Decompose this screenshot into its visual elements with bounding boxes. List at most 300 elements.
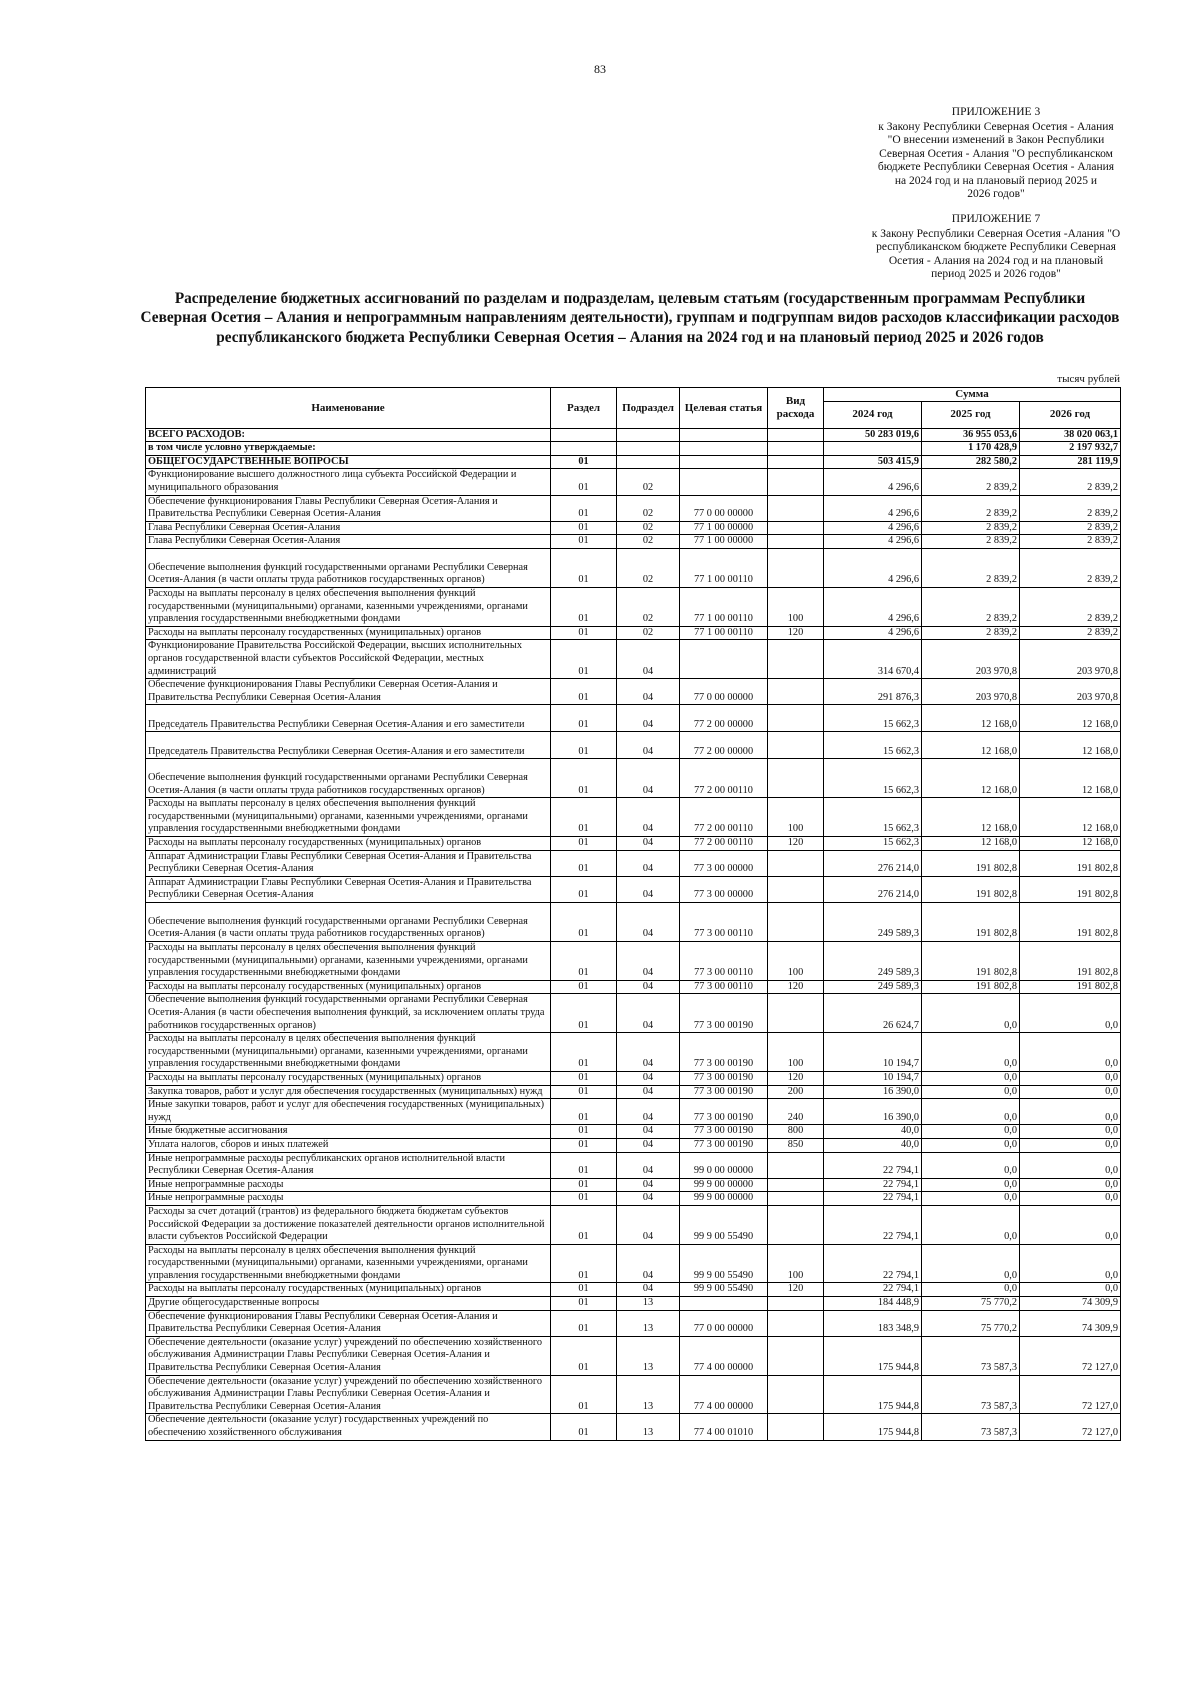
cell-target: 99 9 00 55490 — [680, 1205, 768, 1244]
cell-kind — [768, 705, 824, 732]
cell-2026: 0,0 — [1020, 1192, 1121, 1206]
cell-target: 99 9 00 55490 — [680, 1283, 768, 1297]
cell-section: 01 — [551, 903, 617, 942]
cell-2026: 74 309,9 — [1020, 1310, 1121, 1336]
cell-target: 77 2 00 00110 — [680, 798, 768, 837]
cell-name: Председатель Правительства Республики Северная Осетия-Алания и его заместители — [146, 732, 551, 759]
cell-section: 01 — [551, 1099, 617, 1125]
cell-target — [680, 1297, 768, 1311]
cell-section: 01 — [551, 1178, 617, 1192]
table-header-row — [146, 388, 1121, 402]
cell-kind — [768, 1192, 824, 1206]
cell-name: Уплата налогов, сборов и иных платежей — [146, 1138, 551, 1152]
table-row — [146, 1310, 1121, 1336]
table-row — [146, 495, 1121, 521]
cell-kind — [768, 994, 824, 1033]
table-row — [146, 587, 1121, 626]
table-row — [146, 442, 1121, 456]
header-kind: Вид расхода — [768, 388, 824, 429]
cell-target — [680, 469, 768, 495]
table-row — [146, 1178, 1121, 1192]
cell-2026: 38 020 063,1 — [1020, 428, 1121, 442]
table-row — [146, 455, 1121, 469]
cell-2025: 203 970,8 — [922, 640, 1020, 679]
cell-target: 77 3 00 00190 — [680, 1033, 768, 1072]
cell-target: 99 9 00 55490 — [680, 1244, 768, 1283]
appendix-7-text: к Закону Республики Северная Осетия -Алания "О республиканском бюджете Республики Северная Осетия - Алания на 2024 год и на плановый период 2025 и 2026 годов" — [871, 227, 1121, 280]
cell-kind — [768, 1178, 824, 1192]
cell-2024: 249 589,3 — [824, 942, 922, 981]
cell-section: 01 — [551, 1375, 617, 1414]
cell-2026: 191 802,8 — [1020, 980, 1121, 994]
cell-2026: 191 802,8 — [1020, 876, 1121, 902]
cell-kind — [768, 455, 824, 469]
cell-name: ОБЩЕГОСУДАРСТВЕННЫЕ ВОПРОСЫ — [146, 455, 551, 469]
cell-name: Расходы на выплаты персоналу в целях обеспечения выполнения функций государственными (муниципальными) органами, казенными учреждениями, органами управления государственными внебюджетными фондами — [146, 942, 551, 981]
cell-subsection: 04 — [617, 1244, 680, 1283]
cell-2026: 2 839,2 — [1020, 521, 1121, 535]
cell-name: Иные закупки товаров, работ и услуг для обеспечения государственных (муниципальных) нужд — [146, 1099, 551, 1125]
cell-target: 77 1 00 00110 — [680, 626, 768, 640]
cell-subsection: 13 — [617, 1336, 680, 1375]
cell-target: 77 3 00 00190 — [680, 1138, 768, 1152]
cell-2024: 22 794,1 — [824, 1152, 922, 1178]
cell-target: 77 3 00 00190 — [680, 1071, 768, 1085]
cell-section: 01 — [551, 759, 617, 798]
cell-2024: 291 876,3 — [824, 679, 922, 705]
cell-2024: 175 944,8 — [824, 1375, 922, 1414]
cell-target: 77 1 00 00110 — [680, 587, 768, 626]
table-row — [146, 1192, 1121, 1206]
cell-2024: 314 670,4 — [824, 640, 922, 679]
cell-2026: 12 168,0 — [1020, 837, 1121, 851]
cell-2024: 249 589,3 — [824, 980, 922, 994]
cell-section: 01 — [551, 469, 617, 495]
cell-2024: 22 794,1 — [824, 1192, 922, 1206]
cell-target: 77 1 00 00000 — [680, 521, 768, 535]
table-row — [146, 469, 1121, 495]
cell-2025: 12 168,0 — [922, 759, 1020, 798]
cell-kind — [768, 1152, 824, 1178]
cell-section: 01 — [551, 495, 617, 521]
cell-2025: 0,0 — [922, 1283, 1020, 1297]
cell-section: 01 — [551, 1192, 617, 1206]
cell-subsection: 02 — [617, 548, 680, 587]
cell-2025: 12 168,0 — [922, 732, 1020, 759]
cell-2026: 0,0 — [1020, 1178, 1121, 1192]
table-row — [146, 428, 1121, 442]
cell-name: Закупка товаров, работ и услуг для обеспечения государственных (муниципальных) нужд — [146, 1085, 551, 1099]
cell-2026: 0,0 — [1020, 1033, 1121, 1072]
cell-section: 01 — [551, 876, 617, 902]
cell-name: Иные непрограммные расходы — [146, 1178, 551, 1192]
cell-name: Обеспечение выполнения функций государственными органами Республики Северная Осетия-Алания (в части оплаты труда работников государственных органов) — [146, 903, 551, 942]
cell-2024: 50 283 019,6 — [824, 428, 922, 442]
cell-2026: 203 970,8 — [1020, 679, 1121, 705]
cell-section: 01 — [551, 1085, 617, 1099]
table-row — [146, 732, 1121, 759]
cell-2026: 0,0 — [1020, 1283, 1121, 1297]
cell-2025: 73 587,3 — [922, 1336, 1020, 1375]
cell-subsection: 04 — [617, 732, 680, 759]
cell-name: Другие общегосударственные вопросы — [146, 1297, 551, 1311]
cell-subsection: 04 — [617, 942, 680, 981]
cell-kind: 100 — [768, 798, 824, 837]
table-row — [146, 1125, 1121, 1139]
cell-section: 01 — [551, 994, 617, 1033]
cell-target: 77 2 00 00110 — [680, 759, 768, 798]
cell-2025: 203 970,8 — [922, 679, 1020, 705]
cell-section: 01 — [551, 587, 617, 626]
cell-section: 01 — [551, 1205, 617, 1244]
header-section: Раздел — [551, 388, 617, 429]
cell-subsection: 04 — [617, 994, 680, 1033]
cell-2024: 175 944,8 — [824, 1414, 922, 1440]
cell-section: 01 — [551, 1152, 617, 1178]
cell-name: в том числе условно утверждаемые: — [146, 442, 551, 456]
cell-2025: 75 770,2 — [922, 1297, 1020, 1311]
cell-target — [680, 455, 768, 469]
cell-subsection: 04 — [617, 1283, 680, 1297]
cell-target: 99 9 00 00000 — [680, 1192, 768, 1206]
cell-2025: 0,0 — [922, 1099, 1020, 1125]
cell-kind: 100 — [768, 587, 824, 626]
cell-kind — [768, 640, 824, 679]
cell-subsection: 04 — [617, 850, 680, 876]
appendix-7-block — [862, 213, 1130, 282]
header-2026: 2026 год — [1020, 401, 1121, 428]
cell-section — [551, 428, 617, 442]
cell-kind: 100 — [768, 942, 824, 981]
budget-table-body — [146, 428, 1121, 1440]
cell-section: 01 — [551, 732, 617, 759]
cell-subsection — [617, 442, 680, 456]
cell-2025: 2 839,2 — [922, 535, 1020, 549]
table-row — [146, 1138, 1121, 1152]
cell-2026: 0,0 — [1020, 1099, 1121, 1125]
cell-2025: 0,0 — [922, 1125, 1020, 1139]
header-sum: Сумма — [824, 388, 1121, 402]
cell-2024: 4 296,6 — [824, 521, 922, 535]
cell-name: Расходы на выплаты персоналу государственных (муниципальных) органов — [146, 1071, 551, 1085]
cell-2025: 0,0 — [922, 1085, 1020, 1099]
cell-subsection: 02 — [617, 626, 680, 640]
cell-2024: 40,0 — [824, 1125, 922, 1139]
cell-2026: 2 839,2 — [1020, 626, 1121, 640]
cell-target: 77 0 00 00000 — [680, 679, 768, 705]
cell-target: 77 0 00 00000 — [680, 495, 768, 521]
cell-kind — [768, 850, 824, 876]
appendix-3-text: к Закону Республики Северная Осетия - Алания "О внесении изменений в Закон Республики Северная Осетия - Алания "О республиканском бюджете Республики Северная Осетия - Алания на 2024 год и на плановый период 2025 и 2026 годов" — [877, 120, 1115, 200]
cell-target: 77 3 00 00190 — [680, 994, 768, 1033]
cell-section: 01 — [551, 705, 617, 732]
table-row — [146, 640, 1121, 679]
cell-section: 01 — [551, 679, 617, 705]
cell-section: 01 — [551, 980, 617, 994]
cell-2024: 22 794,1 — [824, 1283, 922, 1297]
cell-2025: 2 839,2 — [922, 495, 1020, 521]
cell-2025: 282 580,2 — [922, 455, 1020, 469]
cell-2025: 191 802,8 — [922, 850, 1020, 876]
cell-2024: 15 662,3 — [824, 798, 922, 837]
cell-2024 — [824, 442, 922, 456]
table-row — [146, 876, 1121, 902]
cell-kind — [768, 428, 824, 442]
cell-name: Аппарат Администрации Главы Республики Северная Осетия-Алания и Правительства Республики Северная Осетия-Алания — [146, 876, 551, 902]
cell-2024: 15 662,3 — [824, 705, 922, 732]
cell-subsection: 13 — [617, 1375, 680, 1414]
cell-subsection: 13 — [617, 1414, 680, 1440]
cell-kind — [768, 732, 824, 759]
cell-target: 77 0 00 00000 — [680, 1310, 768, 1336]
cell-kind: 120 — [768, 980, 824, 994]
cell-name: Иные бюджетные ассигнования — [146, 1125, 551, 1139]
document-title: Распределение бюджетных ассигнований по разделам и подразделам, целевым статьям (государственным программам Республики Северная Осетия – Алания и непрограммным направлениям деятельности), группам и подгруппам видов расходов классификации расходов республиканского бюджета Республики Северная Осетия – Алания на 2024 год и на плановый период 2025 и 2026 годов — [140, 290, 1120, 346]
cell-name: Расходы на выплаты персоналу государственных (муниципальных) органов — [146, 837, 551, 851]
cell-kind: 200 — [768, 1085, 824, 1099]
cell-subsection: 04 — [617, 1152, 680, 1178]
cell-kind: 800 — [768, 1125, 824, 1139]
page-number: 83 — [594, 62, 606, 76]
cell-2026: 0,0 — [1020, 1071, 1121, 1085]
cell-2025: 191 802,8 — [922, 980, 1020, 994]
cell-2026: 203 970,8 — [1020, 640, 1121, 679]
cell-name: Функционирование высшего должностного лица субъекта Российской Федерации и муниципального образования — [146, 469, 551, 495]
cell-2026: 74 309,9 — [1020, 1297, 1121, 1311]
cell-name: Обеспечение деятельности (оказание услуг) учреждений по обеспечению хозяйственного обслуживания Администрации Главы Республики Северная Осетия-Алания и Правительства Республики Северная Осетия-Алания — [146, 1375, 551, 1414]
cell-2026: 0,0 — [1020, 1205, 1121, 1244]
cell-kind: 240 — [768, 1099, 824, 1125]
cell-target: 77 2 00 00000 — [680, 732, 768, 759]
cell-2026: 2 839,2 — [1020, 469, 1121, 495]
cell-subsection: 04 — [617, 705, 680, 732]
cell-name: Расходы на выплаты персоналу государственных (муниципальных) органов — [146, 1283, 551, 1297]
cell-2025: 0,0 — [922, 1071, 1020, 1085]
cell-name: Аппарат Администрации Главы Республики Северная Осетия-Алания и Правительства Республики Северная Осетия-Алания — [146, 850, 551, 876]
cell-subsection: 04 — [617, 1033, 680, 1072]
cell-2025: 1 170 428,9 — [922, 442, 1020, 456]
cell-subsection: 04 — [617, 1085, 680, 1099]
cell-subsection: 13 — [617, 1310, 680, 1336]
cell-name: ВСЕГО РАСХОДОВ: — [146, 428, 551, 442]
cell-name: Обеспечение функционирования Главы Республики Северная Осетия-Алания и Правительства Республики Северная Осетия-Алания — [146, 495, 551, 521]
cell-2025: 73 587,3 — [922, 1414, 1020, 1440]
cell-2026: 0,0 — [1020, 1138, 1121, 1152]
cell-target: 77 2 00 00000 — [680, 705, 768, 732]
cell-section — [551, 442, 617, 456]
table-row — [146, 1152, 1121, 1178]
cell-section: 01 — [551, 850, 617, 876]
cell-name: Обеспечение деятельности (оказание услуг) государственных учреждений по обеспечению хозяйственного обслуживания — [146, 1414, 551, 1440]
table-row — [146, 1297, 1121, 1311]
cell-section: 01 — [551, 837, 617, 851]
cell-subsection: 04 — [617, 1071, 680, 1085]
cell-name: Расходы за счет дотаций (грантов) из федерального бюджета бюджетам субъектов Российской Федерации за достижение показателей деятельности органов исполнительной власти субъектов Российской Федерации — [146, 1205, 551, 1244]
table-row — [146, 535, 1121, 549]
cell-2026: 2 839,2 — [1020, 548, 1121, 587]
table-row — [146, 1205, 1121, 1244]
cell-2025: 2 839,2 — [922, 548, 1020, 587]
cell-kind — [768, 1310, 824, 1336]
cell-subsection: 13 — [617, 1297, 680, 1311]
cell-subsection: 02 — [617, 469, 680, 495]
cell-2026: 281 119,9 — [1020, 455, 1121, 469]
cell-kind — [768, 442, 824, 456]
table-row — [146, 980, 1121, 994]
cell-name: Обеспечение выполнения функций государственными органами Республики Северная Осетия-Алания (в части обеспечения выполнения функций, за исключением оплаты труда работников государственных органов) — [146, 994, 551, 1033]
cell-name: Обеспечение деятельности (оказание услуг) учреждений по обеспечению хозяйственного обслуживания Администрации Главы Республики Северная Осетия-Алания и Правительства Республики Северная Осетия-Алания — [146, 1336, 551, 1375]
table-row — [146, 1085, 1121, 1099]
table-row — [146, 548, 1121, 587]
table-row — [146, 1099, 1121, 1125]
units-label: тысяч рублей — [1057, 373, 1120, 385]
cell-2024: 4 296,6 — [824, 587, 922, 626]
cell-name: Глава Республики Северная Осетия-Алания — [146, 535, 551, 549]
cell-2025: 2 839,2 — [922, 626, 1020, 640]
cell-2026: 72 127,0 — [1020, 1414, 1121, 1440]
cell-2025: 2 839,2 — [922, 521, 1020, 535]
cell-kind: 100 — [768, 1033, 824, 1072]
cell-target: 77 3 00 00110 — [680, 980, 768, 994]
cell-name: Расходы на выплаты персоналу в целях обеспечения выполнения функций государственными (муниципальными) органами, казенными учреждениями, органами управления государственными внебюджетными фондами — [146, 798, 551, 837]
cell-kind — [768, 1336, 824, 1375]
table-row — [146, 1283, 1121, 1297]
cell-2026: 72 127,0 — [1020, 1336, 1121, 1375]
cell-2024: 40,0 — [824, 1138, 922, 1152]
cell-name: Иные непрограммные расходы — [146, 1192, 551, 1206]
cell-2025: 75 770,2 — [922, 1310, 1020, 1336]
cell-2025: 36 955 053,6 — [922, 428, 1020, 442]
cell-2026: 2 839,2 — [1020, 535, 1121, 549]
cell-subsection: 04 — [617, 1138, 680, 1152]
cell-subsection: 02 — [617, 587, 680, 626]
cell-2026: 12 168,0 — [1020, 732, 1121, 759]
table-row — [146, 521, 1121, 535]
cell-2025: 73 587,3 — [922, 1375, 1020, 1414]
header-2024: 2024 год — [824, 401, 922, 428]
cell-subsection: 04 — [617, 798, 680, 837]
cell-2026: 191 802,8 — [1020, 850, 1121, 876]
cell-2026: 12 168,0 — [1020, 798, 1121, 837]
cell-section: 01 — [551, 1125, 617, 1139]
table-row — [146, 705, 1121, 732]
cell-kind — [768, 535, 824, 549]
cell-kind: 850 — [768, 1138, 824, 1152]
cell-section: 01 — [551, 548, 617, 587]
cell-subsection: 04 — [617, 1192, 680, 1206]
cell-section: 01 — [551, 798, 617, 837]
cell-2024: 4 296,6 — [824, 535, 922, 549]
cell-subsection: 04 — [617, 759, 680, 798]
cell-name: Иные непрограммные расходы республиканских органов исполнительной власти Республики Северная Осетия-Алания — [146, 1152, 551, 1178]
cell-kind — [768, 1375, 824, 1414]
cell-2024: 4 296,6 — [824, 626, 922, 640]
cell-target: 77 3 00 00190 — [680, 1099, 768, 1125]
table-row — [146, 626, 1121, 640]
cell-subsection: 04 — [617, 980, 680, 994]
cell-2024: 22 794,1 — [824, 1178, 922, 1192]
cell-kind: 120 — [768, 1071, 824, 1085]
appendix-3-block — [862, 106, 1130, 202]
budget-table — [145, 387, 1121, 1441]
cell-name: Обеспечение выполнения функций государственными органами Республики Северная Осетия-Алания (в части оплаты труда работников государственных органов) — [146, 759, 551, 798]
cell-subsection: 04 — [617, 640, 680, 679]
cell-name: Председатель Правительства Республики Северная Осетия-Алания и его заместители — [146, 705, 551, 732]
cell-2025: 0,0 — [922, 1244, 1020, 1283]
cell-section: 01 — [551, 455, 617, 469]
cell-subsection: 04 — [617, 876, 680, 902]
cell-2025: 0,0 — [922, 1178, 1020, 1192]
cell-kind — [768, 495, 824, 521]
cell-2025: 0,0 — [922, 1033, 1020, 1072]
appendix-7-title: ПРИЛОЖЕНИЕ 7 — [951, 213, 1041, 225]
cell-2024: 15 662,3 — [824, 732, 922, 759]
table-row — [146, 1033, 1121, 1072]
cell-2026: 12 168,0 — [1020, 705, 1121, 732]
cell-2026: 0,0 — [1020, 1152, 1121, 1178]
cell-kind — [768, 548, 824, 587]
cell-subsection: 04 — [617, 1178, 680, 1192]
cell-kind: 120 — [768, 626, 824, 640]
cell-section: 01 — [551, 521, 617, 535]
cell-subsection: 02 — [617, 521, 680, 535]
cell-target: 77 3 00 00190 — [680, 1125, 768, 1139]
cell-section: 01 — [551, 1283, 617, 1297]
cell-name: Расходы на выплаты персоналу государственных (муниципальных) органов — [146, 626, 551, 640]
cell-section: 01 — [551, 1336, 617, 1375]
cell-2026: 0,0 — [1020, 1125, 1121, 1139]
cell-target: 77 3 00 00190 — [680, 1085, 768, 1099]
cell-2025: 191 802,8 — [922, 903, 1020, 942]
cell-subsection: 04 — [617, 1125, 680, 1139]
cell-subsection: 04 — [617, 837, 680, 851]
cell-2025: 0,0 — [922, 1152, 1020, 1178]
cell-section: 01 — [551, 1297, 617, 1311]
cell-section: 01 — [551, 1414, 617, 1440]
cell-subsection — [617, 455, 680, 469]
cell-2024: 15 662,3 — [824, 837, 922, 851]
table-row — [146, 798, 1121, 837]
cell-target: 99 9 00 00000 — [680, 1178, 768, 1192]
cell-section: 01 — [551, 1244, 617, 1283]
cell-2026: 2 197 932,7 — [1020, 442, 1121, 456]
cell-2024: 22 794,1 — [824, 1205, 922, 1244]
cell-name: Обеспечение функционирования Главы Республики Северная Осетия-Алания и Правительства Республики Северная Осетия-Алания — [146, 1310, 551, 1336]
cell-name: Расходы на выплаты персоналу государственных (муниципальных) органов — [146, 980, 551, 994]
cell-kind: 100 — [768, 1244, 824, 1283]
table-row — [146, 994, 1121, 1033]
header-target: Целевая статья — [680, 388, 768, 429]
cell-section: 01 — [551, 1138, 617, 1152]
cell-2024: 4 296,6 — [824, 548, 922, 587]
cell-2024: 276 214,0 — [824, 850, 922, 876]
cell-kind: 120 — [768, 1283, 824, 1297]
cell-2025: 12 168,0 — [922, 837, 1020, 851]
cell-subsection: 02 — [617, 535, 680, 549]
cell-kind — [768, 759, 824, 798]
cell-2026: 0,0 — [1020, 1085, 1121, 1099]
cell-2025: 12 168,0 — [922, 798, 1020, 837]
cell-section: 01 — [551, 1310, 617, 1336]
cell-2025: 0,0 — [922, 1192, 1020, 1206]
cell-2026: 72 127,0 — [1020, 1375, 1121, 1414]
cell-2025: 0,0 — [922, 1205, 1020, 1244]
cell-2024: 4 296,6 — [824, 469, 922, 495]
cell-2025: 2 839,2 — [922, 587, 1020, 626]
cell-name: Функционирование Правительства Российской Федерации, высших исполнительных органов государственной власти субъектов Российской Федерации, местных администраций — [146, 640, 551, 679]
cell-2024: 503 415,9 — [824, 455, 922, 469]
cell-target: 77 4 00 00000 — [680, 1336, 768, 1375]
